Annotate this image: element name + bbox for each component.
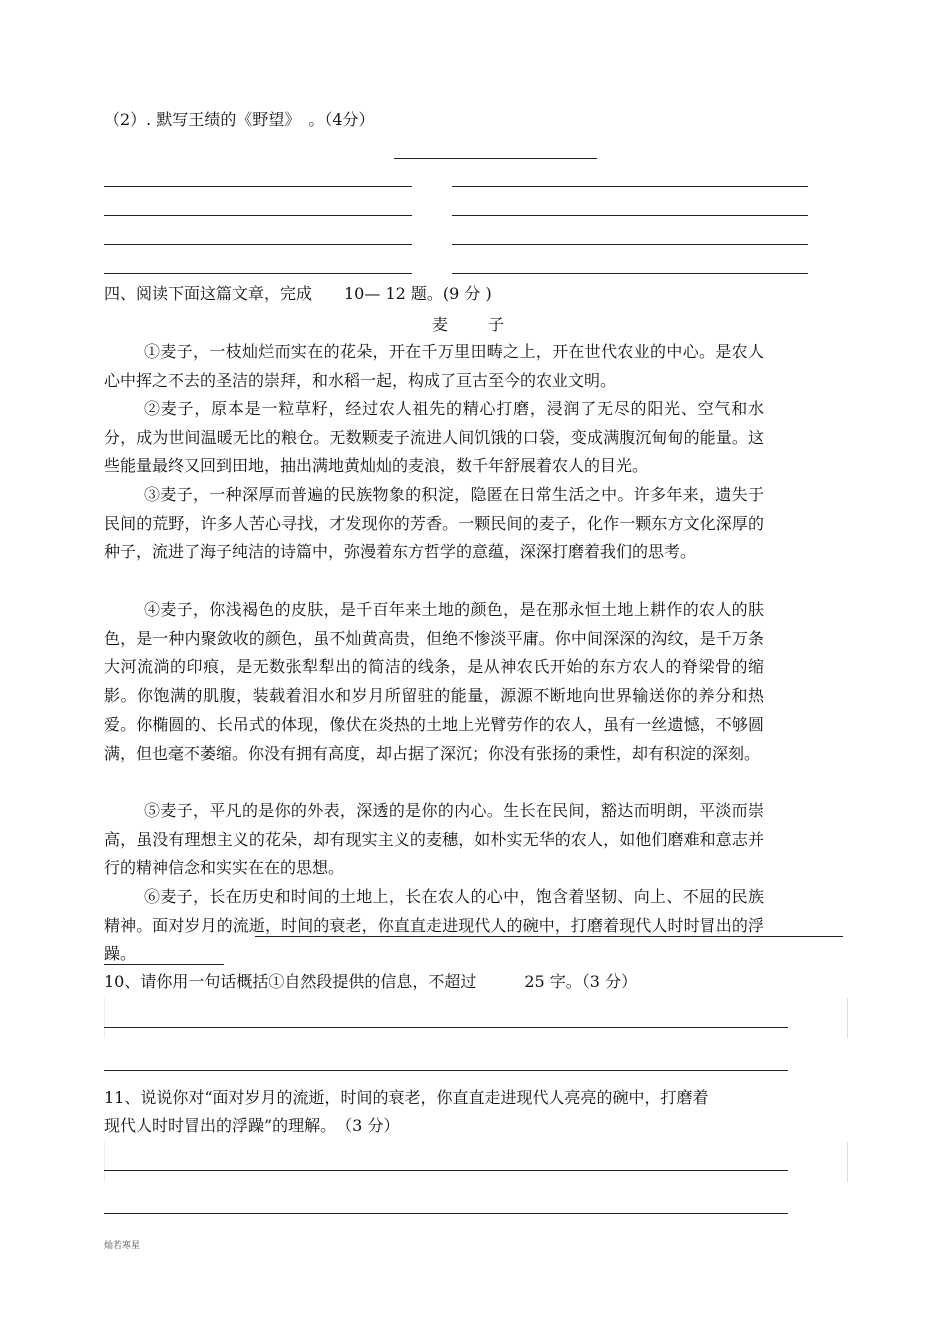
paragraph-1: ①麦子，一枝灿烂而实在的花朵，开在千万里田畴之上，开在世代农业的中心。是农人心中挥之不去的圣洁的崇拜，和水稻一起，构成了亘古至今的农业文明。 bbox=[104, 342, 764, 390]
question-11-line-2: 现代人时时冒出的浮躁”的理解。 （3 分） bbox=[104, 1116, 400, 1135]
paragraph-4: ④麦子，你浅褐色的皮肤，是千百年来土地的颜色，是在那永恒土地上耕作的农人的肤色，是一种内聚敛收的颜色，虽不灿黄高贵，但绝不惨淡平庸。你中间深深的沟纹，是千万条大河流淌的印痕，是无数张犁犁出的简洁的线条，是从神农氏开始的东方农人的脊梁骨的缩影。你饱满的肌腹，装载着泪水和岁月所留驻的能量，源源不断地向世界输送你的养分和热爱。你椭圆的、长吊式的体现，像伏在炎热的土地上光臂劳作的农人，虽有一丝遗憾，不够圆满，但也毫不萎缩。你没有拥有高度，却占据了深沉；你没有张扬的秉性，却有积淀的深刻。 bbox=[104, 600, 764, 763]
question-11-line-1: 11、说说你对“面对岁月的流逝，时间的衰老，你直直走进现代人亮亮的碗中，打磨着 bbox=[104, 1088, 709, 1107]
answer-line-right-4[interactable] bbox=[452, 273, 808, 274]
answer-line-10-2[interactable] bbox=[104, 1070, 788, 1071]
question-10-label: 10、请你用一句话概括①自然段提供的信息，不超过 25 字。（3 分） bbox=[104, 972, 638, 991]
answer-line-10-1[interactable] bbox=[104, 1027, 788, 1028]
poem-title-line[interactable] bbox=[394, 158, 597, 159]
answer-box-10 bbox=[104, 998, 848, 1038]
answer-line-left-4[interactable] bbox=[104, 273, 412, 274]
answer-line-right-2[interactable] bbox=[452, 215, 808, 216]
underline-quote-1 bbox=[255, 936, 843, 937]
answer-line-left-2[interactable] bbox=[104, 215, 412, 216]
answer-line-11-1[interactable] bbox=[104, 1170, 788, 1171]
question-2-label: （2）. 默写王绩的《野望》 。（4分） bbox=[104, 110, 375, 129]
underline-quote-2 bbox=[104, 964, 224, 965]
paragraph-2: ②麦子，原本是一粒草籽，经过农人祖先的精心打磨，浸润了无尽的阳光、空气和水分，成为世间温暖无比的粮仓。无数颗麦子流进人间饥饿的口袋，变成满腹沉甸甸的能量。这些能量最终又回到田地，抽出满地黄灿灿的麦浪，数千年舒展着农人的目光。 bbox=[104, 399, 764, 476]
answer-line-11-2[interactable] bbox=[104, 1213, 788, 1214]
paragraph-3: ③麦子，一种深厚而普遍的民族物象的积淀，隐匿在日常生活之中。许多年来，遗失于民间的荒野，许多人苦心寻找，才发现你的芳香。一颗民间的麦子，化作一颗东方文化深厚的种子，流进了海子纯洁的诗篇中，弥漫着东方哲学的意蕴，深深打磨着我们的思考。 bbox=[104, 485, 764, 562]
footer-watermark-text: 灿若寒星 bbox=[104, 1241, 141, 1251]
answer-line-right-3[interactable] bbox=[452, 244, 808, 245]
answer-box-11 bbox=[104, 1142, 848, 1182]
section-4-heading: 四、阅读下面这篇文章，完成 10— 12 题。(9 分 ) bbox=[104, 284, 492, 303]
paragraph-5: ⑤麦子，平凡的是你的外表，深透的是你的内心。生长在民间，豁达而明朗，平淡而崇高，虽没有理想主义的花朵，却有现实主义的麦穗，如朴实无华的农人，如他们磨难和意志并行的精神信念和实实在在的思想。 bbox=[104, 801, 764, 878]
paragraph-6: ⑥麦子，长在历史和时间的土地上，长在农人的心中，饱含着坚韧、向上、不屈的民族精神。面对岁月的流逝，时间的衰老，你直直走进现代人的碗中，打磨着现代人时时冒出的浮躁。 bbox=[104, 887, 764, 964]
answer-line-right-1[interactable] bbox=[452, 186, 808, 187]
answer-line-left-3[interactable] bbox=[104, 244, 412, 245]
article-title: 麦子 bbox=[432, 315, 545, 334]
answer-line-left-1[interactable] bbox=[104, 186, 412, 187]
